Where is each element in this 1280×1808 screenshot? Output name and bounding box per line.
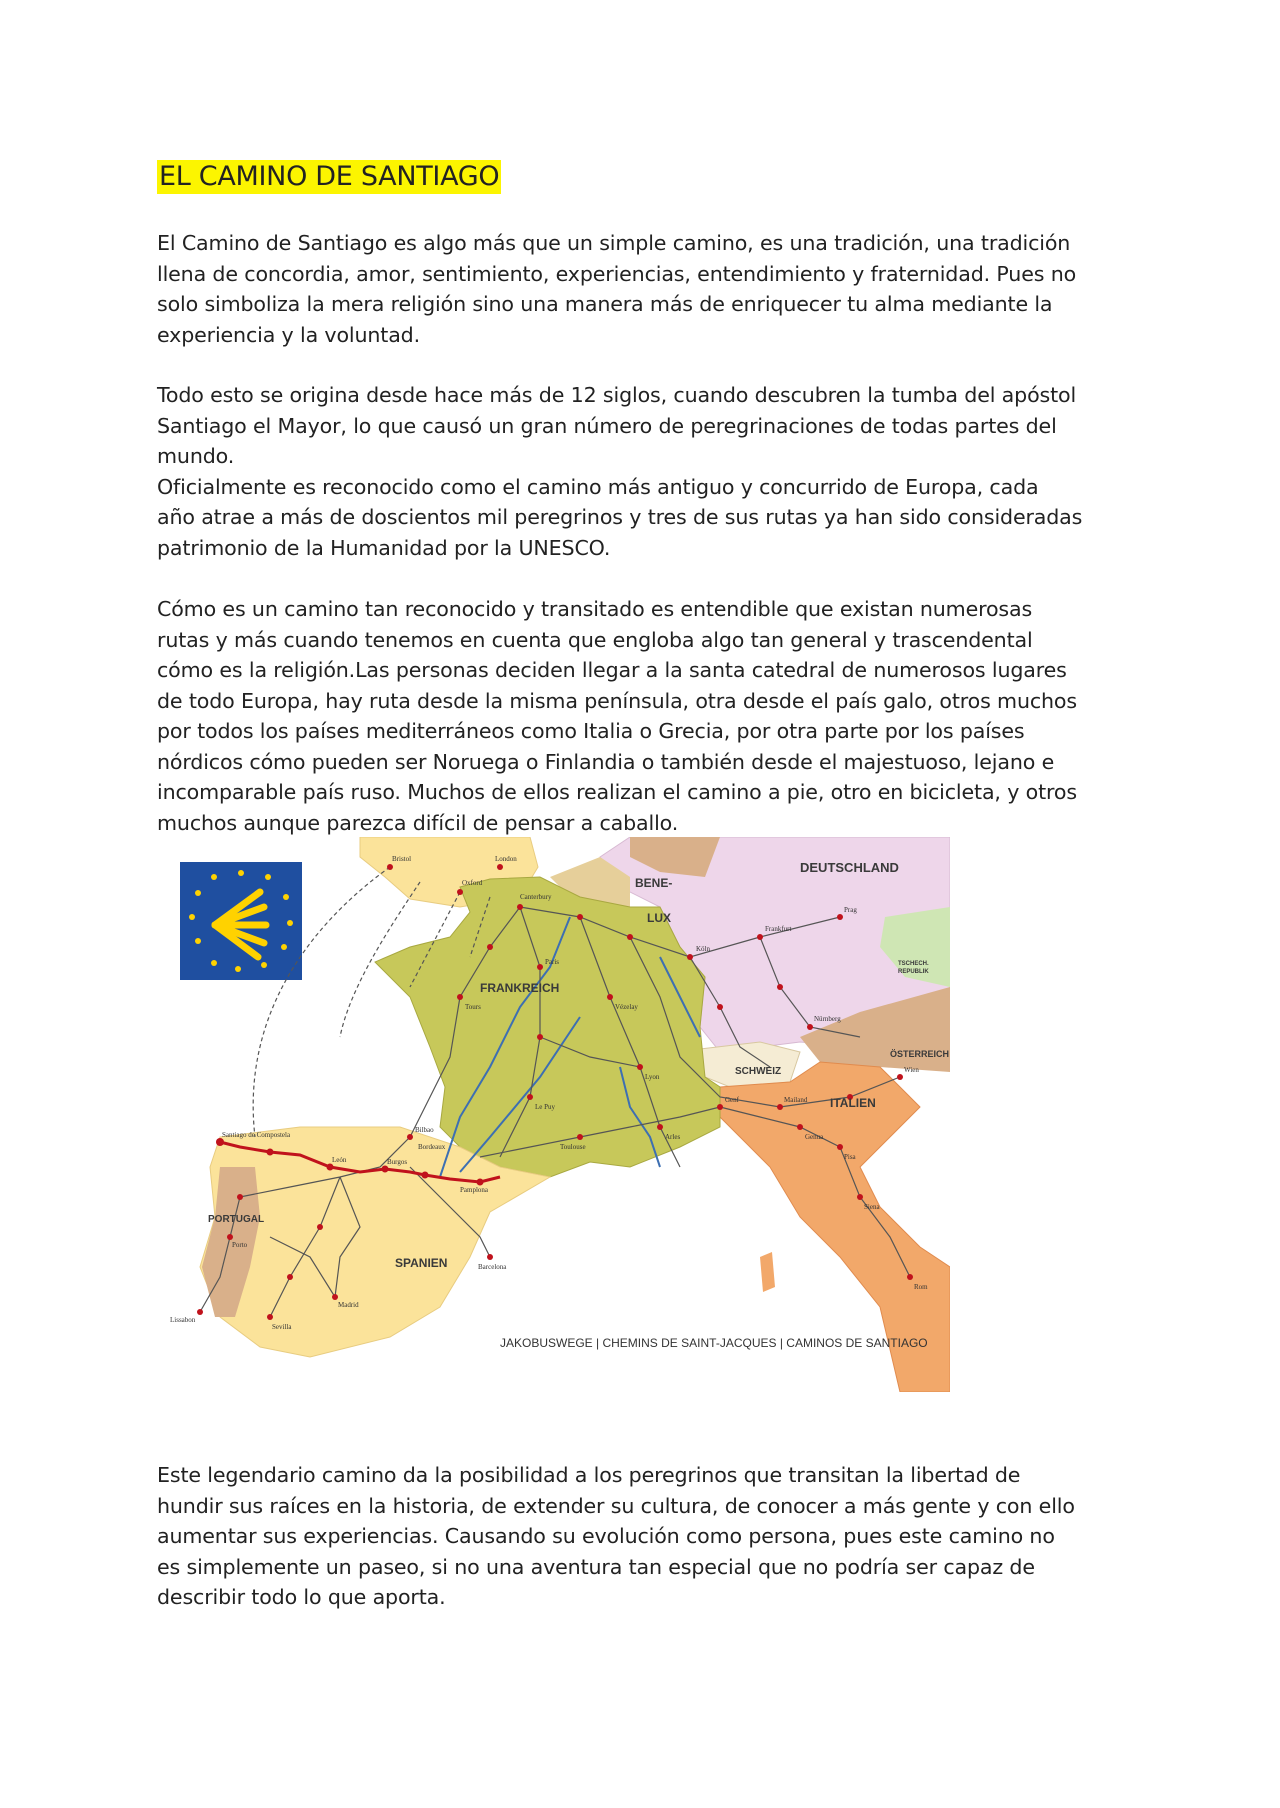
city-lyon: Lyon <box>645 1073 660 1081</box>
city-santiago: Santiago de Compostela <box>222 1131 291 1139</box>
city-rom: Rom <box>914 1283 928 1291</box>
city-canterbury: Canterbury <box>520 893 552 901</box>
city-london: London <box>495 855 517 863</box>
text-line: Santiago el Mayor, lo que causó un gran número de peregrinaciones de todas partes del <box>157 413 1057 438</box>
text-line: patrimonio de la Humanidad por la UNESCO. <box>157 535 611 560</box>
city-pisa: Pisa <box>844 1153 856 1161</box>
text-line: solo simboliza la mera religión sino una manera más de enriquecer tu alma mediante la <box>157 292 1053 316</box>
text-line: por todos los países mediterráneos como Italia o Grecia, por otra parte por los países <box>157 719 1025 743</box>
label-frankreich: FRANKREICH <box>480 981 560 995</box>
city-barcelona: Barcelona <box>478 1263 507 1271</box>
city-wien: Wien <box>904 1066 919 1074</box>
city-oxford: Oxford <box>462 879 483 887</box>
city-koeln: Köln <box>696 945 710 953</box>
city-porto: Porto <box>232 1241 248 1249</box>
city-burgos: Burgos <box>387 1158 408 1166</box>
city-sevilla: Sevilla <box>272 1323 292 1331</box>
map-caption: JAKOBUSWEGE | CHEMINS DE SAINT-JACQUES | CAMINOS DE SANTIAGO <box>500 1336 928 1350</box>
text-line: nórdicos cómo pueden ser Noruega o Finlandia o también desde el majestuoso, lejano e <box>157 749 1055 774</box>
city-prag: Prag <box>844 906 857 914</box>
city-tours: Tours <box>465 1003 481 1011</box>
text-line: aumentar sus experiencias. Causando su evolución como persona, pues este camino no <box>157 1524 1055 1548</box>
text-line: incomparable país ruso. Muchos de ellos realizan el camino a pie, otro en bicicleta, y otros <box>157 780 1077 804</box>
city-bordeaux: Bordeaux <box>418 1143 446 1151</box>
label-tschech-1: TSCHECH. <box>898 961 929 967</box>
text-line: Este legendario camino da la posibilidad a los peregrinos que transitan la libertad de <box>157 1463 1021 1487</box>
city-bristol: Bristol <box>392 855 412 863</box>
city-genua: Genua <box>805 1133 824 1141</box>
text-line: es simplemente un paseo, si no una aventura tan especial que no podría ser capaz de <box>157 1554 1035 1579</box>
city-bilbao: Bilbao <box>415 1126 434 1134</box>
label-oesterreich: ÖSTERREICH <box>890 1049 950 1059</box>
city-siena: Siena <box>864 1203 880 1211</box>
text-line: rutas y más cuando tenemos en cuenta que engloba algo tan general y trascendental <box>157 627 1033 652</box>
label-benelux-2: LUX <box>647 911 671 925</box>
label-spanien: SPANIEN <box>395 1256 448 1270</box>
text-line: mundo. <box>157 444 235 468</box>
paragraph-history <box>157 380 1137 563</box>
label-tschech-2: REPUBLIK <box>898 969 929 975</box>
label-portugal: PORTUGAL <box>208 1214 265 1225</box>
text-line: llena de concordia, amor, sentimiento, experiencias, entendimiento y fraternidad. Pues no <box>157 261 1077 286</box>
city-paris: Paris <box>545 958 559 966</box>
label-deutschland: DEUTSCHLAND <box>800 860 899 875</box>
paragraph-intro <box>157 228 1137 350</box>
text-line: cómo es la religión.Las personas deciden llegar a la santa catedral de numerosos lugares <box>157 658 1067 682</box>
text-line: El Camino de Santiago es algo más que un simple camino, es una tradición, una tradición <box>157 231 1071 255</box>
document-title: EL CAMINO DE SANTIAGO <box>159 161 500 192</box>
text-line: año atrae a más de doscientos mil peregrinos y tres de sus rutas ya han sido consideradas <box>157 505 1083 529</box>
city-madrid: Madrid <box>338 1301 359 1309</box>
city-mailand: Mailand <box>784 1096 808 1104</box>
text-line: Oficialmente es reconocido como el camino más antiguo y concurrido de Europa, cada <box>157 474 1039 499</box>
city-frankfurt: Frankfurt <box>765 925 792 933</box>
text-line: hundir sus raíces en la historia, de extender su cultura, de conocer a más gente y con ello <box>157 1493 1075 1518</box>
city-nuernberg: Nürnberg <box>814 1015 841 1023</box>
text-line: de todo Europa, hay ruta desde la misma península, otra desde el país galo, otros muchos <box>157 688 1077 713</box>
camino-routes-map <box>160 837 950 1392</box>
text-line: Cómo es un camino tan reconocido y transitado es entendible que existan numerosas <box>157 597 1033 621</box>
city-pamplona: Pamplona <box>460 1186 488 1194</box>
city-le-puy: Le Puy <box>535 1103 556 1111</box>
city-lissabon: Lissabon <box>170 1316 196 1324</box>
text-line: Todo esto se origina desde hace más de 12 siglos, cuando descubren la tumba del apóstol <box>157 383 1077 407</box>
city-leon: León <box>332 1156 347 1164</box>
city-genf: Genf <box>725 1096 739 1104</box>
label-schweiz: SCHWEIZ <box>735 1066 782 1077</box>
city-vezelay: Vézelay <box>615 1003 638 1011</box>
text-line: muchos aunque parezca difícil de pensar a caballo. <box>157 810 679 835</box>
text-line: experiencia y la voluntad. <box>157 322 421 347</box>
city-arles: Arles <box>665 1133 681 1141</box>
paragraph-routes <box>157 594 1137 838</box>
text-line: describir todo lo que aporta. <box>157 1585 446 1609</box>
paragraph-conclusion <box>157 1460 1137 1613</box>
label-benelux-1: BENE- <box>635 876 673 890</box>
city-toulouse: Toulouse <box>560 1143 586 1151</box>
label-italien: ITALIEN <box>830 1096 876 1110</box>
